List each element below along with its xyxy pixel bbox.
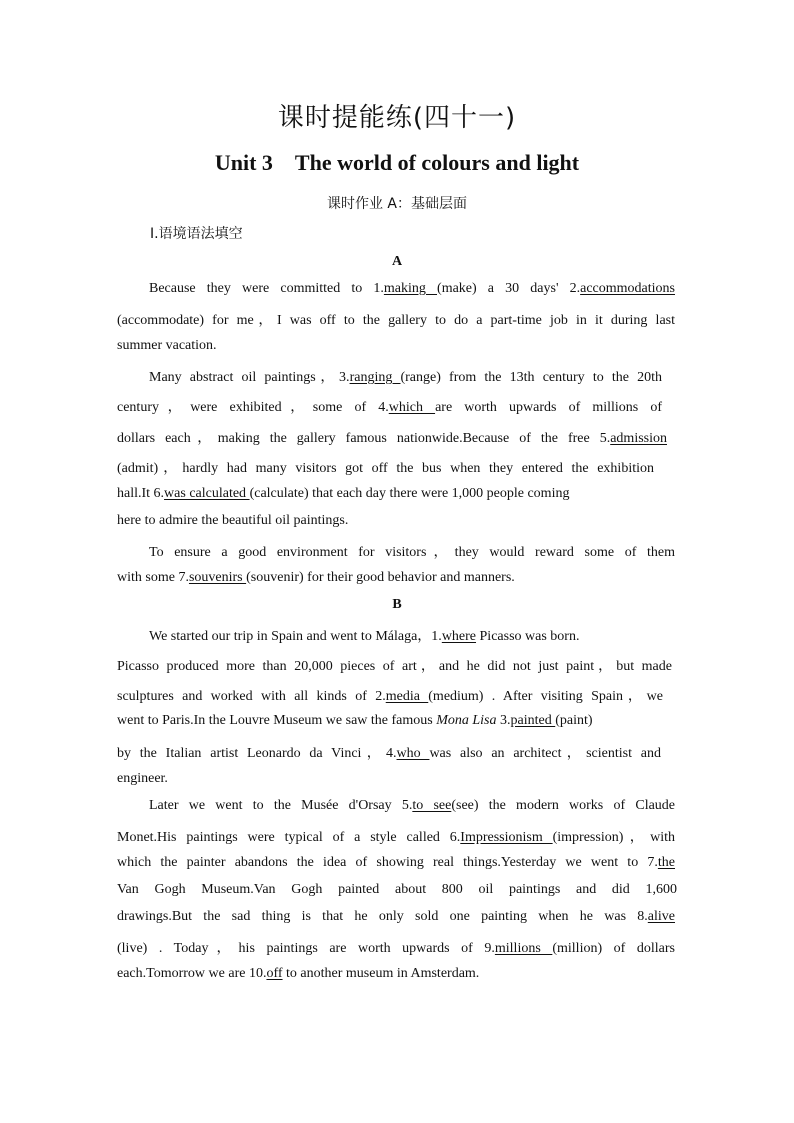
- answer-blank: to see: [412, 798, 452, 813]
- answer-blank: was calculated: [164, 486, 250, 501]
- passage-b-line: went to Paris.In the Louvre Museum we saw the famous Mona Lisa 3.painted (paint): [117, 713, 593, 728]
- passage-b-line: drawings.But the sad thing is that he only sold one painting when he was 8.alive: [117, 909, 675, 924]
- answer-blank: where: [441, 629, 477, 644]
- passage-a-line: Many abstract oil paintings，3.ranging (range) from the 13th century to the 20th: [149, 370, 663, 385]
- answer-blank: alive: [647, 909, 675, 924]
- passage-b-line: engineer.: [117, 771, 168, 786]
- answer-blank: ranging: [349, 370, 401, 385]
- section-heading: Ⅰ.语境语法填空: [150, 226, 243, 242]
- answer-blank: making: [383, 281, 438, 296]
- passage-b-line: (live) . Today，his paintings are worth upwards of 9.millions (million) of dollars: [117, 941, 675, 956]
- passage-a-line: hall.It 6.was calculated (calculate) that each day there were 1,000 people coming: [117, 486, 570, 501]
- passage-b-line: which the painter abandons the idea of showing real things.Yesterday we went to 7.the: [117, 855, 675, 870]
- answer-blank: painted: [510, 713, 556, 728]
- answer-blank: which: [388, 400, 436, 415]
- passage-a-line: century，were exhibited，some of 4.which are worth upwards of millions of: [117, 400, 662, 415]
- answer-blank: Impressionism: [460, 830, 553, 845]
- answer-blank: who: [396, 746, 430, 761]
- task-label: 课时作业 A：基础层面: [326, 196, 468, 212]
- artwork-title: Mona Lisa: [436, 713, 497, 728]
- answer-blank: media: [385, 689, 429, 704]
- passage-b-line: each.Tomorrow we are 10.off to another museum in Amsterdam.: [117, 966, 480, 981]
- passage-b-line: by the Italian artist Leonardo da Vinci，4.who was also an architect，scientist and: [117, 746, 661, 761]
- passage-b-line: sculptures and worked with all kinds of 2.media (medium) . After visiting Spain，we: [117, 689, 663, 704]
- answer-blank: accommodations: [580, 281, 675, 296]
- passage-b-line: Picasso produced more than 20,000 pieces of art，and he did not just paint，but made: [117, 659, 672, 674]
- passage-a-line: To ensure a good environment for visitors，they would reward some of them: [149, 545, 675, 560]
- passage-b-line: Monet.His paintings were typical of a style called 6.Impressionism (impression)，with: [117, 830, 675, 845]
- answer-blank: souvenirs: [188, 570, 247, 585]
- passage-a-line: dollars each，making the gallery famous nationwide.Because of the free 5.admission: [117, 431, 667, 446]
- page-title: 课时提能练(四十一): [277, 103, 517, 133]
- passage-a-letter: A: [391, 254, 403, 269]
- answer-blank: off: [266, 966, 283, 981]
- passage-a-line: Because they were committed to 1.making (make) a 30 days' 2.accommodations: [149, 281, 675, 296]
- passage-a-line: (admit)，hardly had many visitors got off the bus when they entered the exhibition: [117, 461, 654, 476]
- passage-b-line: We started our trip in Spain and went to Málaga，1.where Picasso was born.: [149, 629, 580, 644]
- unit-number: Unit 3: [214, 150, 273, 175]
- answer-blank: admission: [610, 431, 667, 446]
- passage-b-line: Later we went to the Musée d'Orsay 5.to see(see) the modern works of Claude: [149, 798, 676, 813]
- passage-a-line: summer vacation.: [117, 338, 217, 353]
- unit-heading: [0, 150, 794, 176]
- passage-b-letter: B: [392, 597, 402, 612]
- passage-a-line: with some 7.souvenirs (souvenir) for their good behavior and manners.: [117, 570, 515, 585]
- passage-a-line: here to admire the beautiful oil paintings.: [117, 513, 349, 528]
- passage-b-line: Van Gogh Museum.Van Gogh painted about 800 oil paintings and did 1,600: [117, 882, 677, 897]
- unit-title: The world of colours and light: [294, 150, 580, 175]
- answer-blank: the: [657, 855, 675, 870]
- passage-a-line: (accommodate) for me，I was off to the gallery to do a part-time job in it during last: [117, 313, 675, 328]
- answer-blank: millions: [494, 941, 553, 956]
